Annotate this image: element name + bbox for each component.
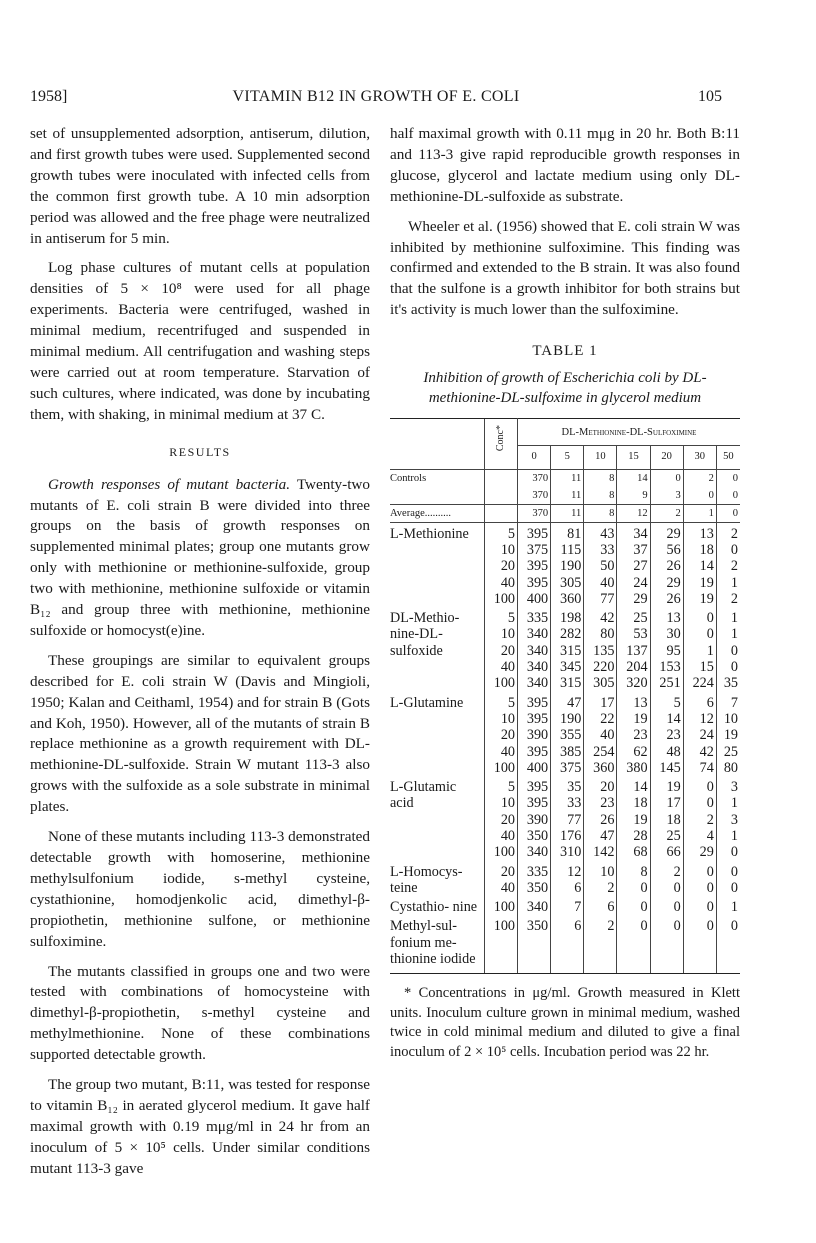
value-cell: 7 <box>730 694 738 711</box>
value-cell: 26 <box>650 558 683 574</box>
value-cell: 370 <box>518 469 551 487</box>
value-cell: 10 <box>584 861 617 880</box>
conc-cell: 20 <box>485 727 518 743</box>
value-cell: 35 <box>551 776 584 795</box>
value-cell: 395 <box>518 558 551 574</box>
value-cell: 137 <box>617 643 650 659</box>
conc-cell: 40 <box>485 744 518 760</box>
value-cell: 19 <box>617 711 650 727</box>
value-cell: 17 <box>650 795 683 811</box>
value-cell: 40 <box>584 575 617 591</box>
value-cell: 7 <box>551 896 584 915</box>
value-cell: 0 <box>730 642 738 659</box>
value-cell: 0 <box>730 879 738 896</box>
spacer-cell <box>650 967 683 974</box>
conc-cell <box>485 504 518 522</box>
value-cell: 14 <box>617 776 650 795</box>
value-cell: 95 <box>650 643 683 659</box>
value-cell: 320 <box>617 675 650 691</box>
value-cell: 198 <box>551 607 584 626</box>
value-cell: 0 <box>683 626 716 642</box>
column-header-cell: 0 <box>518 446 551 469</box>
value-cell: 47 <box>551 692 584 711</box>
value-cell: 340 <box>518 659 551 675</box>
value-cell: 350 <box>518 828 551 844</box>
value-cell: 11 <box>551 504 584 522</box>
value-cell: 19 <box>650 776 683 795</box>
value-cell: 29 <box>617 591 650 607</box>
table-row <box>390 692 740 711</box>
table-title: TABLE 1 <box>532 343 598 360</box>
value-cell: 390 <box>518 812 551 828</box>
value-cell: 23 <box>650 727 683 743</box>
conc-cell: 5 <box>485 522 518 542</box>
value-cell: 395 <box>518 744 551 760</box>
value-cell: 224 <box>683 675 716 691</box>
value-cell: 0 <box>617 896 650 915</box>
value-cell: 395 <box>518 776 551 795</box>
conc-cell: 10 <box>485 626 518 642</box>
value-cell: 0 <box>683 915 716 967</box>
column-header-cell: 50 <box>716 446 740 469</box>
row-label: L-Glutamine <box>390 694 464 711</box>
value-cell: 0 <box>730 541 738 558</box>
value-cell: 14 <box>683 558 716 574</box>
value-cell: 19 <box>683 591 716 607</box>
value-cell: 24 <box>617 575 650 591</box>
value-cell: 1 <box>730 828 738 844</box>
conc-cell: 10 <box>485 542 518 558</box>
value-cell: 390 <box>518 727 551 743</box>
value-cell: 14 <box>617 469 650 487</box>
conc-cell: 40 <box>485 659 518 675</box>
section-heading: RESULTS <box>169 444 231 459</box>
value-cell: 0 <box>683 776 716 795</box>
conc-cell <box>485 469 518 504</box>
value-cell: 13 <box>650 607 683 626</box>
value-cell: 345 <box>551 659 584 675</box>
value-cell: 6 <box>683 692 716 711</box>
value-cell: 66 <box>650 844 683 860</box>
row-label: Controls <box>390 469 485 504</box>
value-cell: 395 <box>518 711 551 727</box>
value-cell: 48 <box>650 744 683 760</box>
paragraph-text: Twenty-two mutants of E. coli strain B were divided into three groups on the basis of growth responses on supplemented minimal plates; group one mutants grow only with methionine or methionine-sulfoxide, group two with methionine, methionine sulfoxide or vitamin B₁₂ and group three with methionine, methionine sulfoxide or homocyst(e)ine. <box>30 475 370 639</box>
paragraph: These groupings are similar to equivalent groups described for E. coli strain W (Davis and Mingioli, 1950; Kalan and Ceithaml, 1954) and for strain B (Gots and Koh, 1950). However, all of the mutants of strain B replace methionine as a growth requirement with DL-methionine-DL-sulfoxide. Strain W mutant 113-3 also grows with the sulfoxide as a sole substrate in minimal plates. <box>30 651 370 816</box>
value-cell: 77 <box>584 591 617 607</box>
value-cell: 204 <box>617 659 650 675</box>
value-cell: 0 <box>650 896 683 915</box>
conc-cell: 100 <box>485 760 518 776</box>
row-label: DL-Methio- nine-DL- sulfoxide <box>390 610 460 659</box>
value-cell: 0 <box>683 487 716 505</box>
value-cell: 0 <box>716 504 740 522</box>
value-cell: 34 <box>617 522 650 542</box>
left-column <box>30 124 370 1189</box>
value-cell: 25 <box>617 607 650 626</box>
value-cell: 340 <box>518 643 551 659</box>
value-cell: 6 <box>584 896 617 915</box>
value-cell: 2 <box>683 469 716 487</box>
value-cell: 315 <box>551 643 584 659</box>
value-cell: 0 <box>617 880 650 896</box>
table-header-row <box>390 419 740 446</box>
value-cell: 6 <box>551 880 584 896</box>
value-cell: 1 <box>730 899 738 916</box>
value-cell: 1 <box>730 795 738 812</box>
value-cell: 29 <box>650 575 683 591</box>
value-cell: 2 <box>650 861 683 880</box>
value-cell: 153 <box>650 659 683 675</box>
column-header-cell: 5 <box>551 446 584 469</box>
running-header <box>30 88 722 110</box>
value-cell: 13 <box>617 692 650 711</box>
value-cell: 20 <box>584 776 617 795</box>
conc-cell: 5 <box>485 776 518 795</box>
value-cell: 1 <box>730 626 738 643</box>
value-cell: 2 <box>584 880 617 896</box>
column-header-cell: 10 <box>584 446 617 469</box>
value-cell: 380 <box>617 760 650 776</box>
paragraph: None of these mutants including 113-3 demonstrated detectable growth with homoserine, methionine methylsulfonium iodide, s-methyl cysteine, cystathionine, homodjenkolic acid, dimethyl-β-propiothetin, methionine sulfone, or methionine sulfoximine. <box>30 828 370 950</box>
spacer-cell <box>518 967 551 974</box>
value-cell: 11 <box>551 469 584 487</box>
value-cell: 340 <box>518 844 551 860</box>
table-row <box>390 861 740 880</box>
conc-cell: 40 <box>485 828 518 844</box>
row-label: Methyl-sul- fonium me- thionine iodide <box>390 918 476 968</box>
value-cell: 25 <box>723 743 738 760</box>
conc-cell: 20 <box>485 643 518 659</box>
value-cell: 80 <box>723 759 738 776</box>
value-cell: 0 <box>730 863 738 880</box>
column-header-cell: 30 <box>683 446 716 469</box>
value-cell: 370 <box>518 487 551 505</box>
conc-cell: 10 <box>485 711 518 727</box>
paragraph: Log phase cultures of mutant cells at population densities of 5 × 10⁸ were used for all phage experiments. Bacteria were centrifuged, washed in minimal medium, recentrifuged and suspended in minimal medium. All centrifugation and washing steps were carried out at room temperature. Starvation of such cultures, where indicated, was done by incubating them, with shaking, in minimal medium at 37 C. <box>30 259 370 423</box>
value-cell: 1 <box>683 643 716 659</box>
controls-row <box>390 469 740 487</box>
value-cell: 190 <box>551 558 584 574</box>
value-cell: 0 <box>683 607 716 626</box>
value-cell: 12 <box>551 861 584 880</box>
value-cell: 350 <box>518 880 551 896</box>
conc-cell: 40 <box>485 880 518 896</box>
value-cell: 355 <box>551 727 584 743</box>
value-cell: 18 <box>650 812 683 828</box>
conc-cell: 40 <box>485 575 518 591</box>
value-cell: 400 <box>518 591 551 607</box>
value-cell: 10 <box>723 710 738 727</box>
table-caption: Inhibition of growth of Escherichia coli by DL-methionine-DL-sulfoxime in glycerol medium <box>423 370 707 407</box>
value-cell: 28 <box>617 828 650 844</box>
value-cell: 0 <box>650 915 683 967</box>
value-cell: 81 <box>551 522 584 542</box>
value-cell: 74 <box>683 760 716 776</box>
spacer-cell <box>716 967 740 974</box>
table-spacer-row <box>390 967 740 974</box>
paragraph: half maximal growth with 0.11 mμg in 20 hr. Both B:11 and 113-3 give rapid reproducible growth responses in glucose, glycerol and lactate medium using only DL-methionine-DL-sulfoxide as substrate. <box>390 125 740 205</box>
value-cell: 53 <box>617 626 650 642</box>
value-cell: 145 <box>650 760 683 776</box>
value-cell: 310 <box>551 844 584 860</box>
value-cell: 29 <box>683 844 716 860</box>
value-cell: 33 <box>551 795 584 811</box>
value-cell: 23 <box>584 795 617 811</box>
value-cell: 0 <box>683 896 716 915</box>
value-cell: 395 <box>518 692 551 711</box>
value-cell: 18 <box>617 795 650 811</box>
value-cell: 37 <box>617 542 650 558</box>
paragraph: The mutants classified in groups one and two were tested with combinations of homocysteine with dimethyl-β-propiothetin, s-methyl cysteine and methylmethionine. None of these combinations supported detectable growth. <box>30 962 370 1064</box>
value-cell: 4 <box>683 828 716 844</box>
value-cell: 26 <box>584 812 617 828</box>
conc-cell: 100 <box>485 844 518 860</box>
value-cell: 282 <box>551 626 584 642</box>
value-cell: 0 <box>730 918 738 935</box>
value-cell: 0 <box>716 469 740 487</box>
value-cell: 19 <box>723 727 738 744</box>
conc-cell: 20 <box>485 861 518 880</box>
table-row <box>390 776 740 795</box>
value-cell: 80 <box>584 626 617 642</box>
value-cell: 176 <box>551 828 584 844</box>
value-cell: 375 <box>551 760 584 776</box>
value-cell: 0 <box>683 861 716 880</box>
value-cell: 8 <box>617 861 650 880</box>
paragraph: Wheeler et al. (1956) showed that E. coli strain W was inhibited by methionine sulfoximine. This finding was confirmed and extended to the B strain. It was also found that the sulfone is a growth inhibitor for both strains but it's activity is much lower than the sulfoximine. <box>390 217 740 319</box>
value-cell: 42 <box>584 607 617 626</box>
conc-cell: 20 <box>485 558 518 574</box>
row-label: L-Methionine <box>390 522 485 607</box>
value-cell: 375 <box>518 542 551 558</box>
value-cell: 0 <box>732 489 738 501</box>
value-cell: 115 <box>551 542 584 558</box>
column-header-cell: 15 <box>617 446 650 469</box>
value-cell: 17 <box>584 692 617 711</box>
value-cell: 2 <box>683 812 716 828</box>
value-cell: 43 <box>584 522 617 542</box>
value-cell: 395 <box>518 522 551 542</box>
row-label: Cystathio- nine <box>390 899 478 916</box>
value-cell: 33 <box>584 542 617 558</box>
value-cell: 385 <box>551 744 584 760</box>
conc-cell: 100 <box>485 915 518 967</box>
value-cell: 42 <box>683 744 716 760</box>
value-cell: 340 <box>518 675 551 691</box>
value-cell: 77 <box>551 812 584 828</box>
value-cell: 8 <box>584 504 617 522</box>
value-cell: 190 <box>551 711 584 727</box>
value-cell: 2 <box>730 558 738 575</box>
table-row <box>390 522 740 542</box>
conc-header-text: Conc* <box>494 425 506 452</box>
value-cell: 19 <box>683 575 716 591</box>
value-cell: 26 <box>650 591 683 607</box>
value-cell: 2 <box>730 590 738 607</box>
value-cell: 68 <box>617 844 650 860</box>
value-cell: 254 <box>584 744 617 760</box>
value-cell: 6 <box>551 915 584 967</box>
average-row <box>390 504 740 522</box>
value-cell: 0 <box>730 844 738 861</box>
value-cell: 395 <box>518 575 551 591</box>
value-cell: 56 <box>650 542 683 558</box>
value-cell: 47 <box>584 828 617 844</box>
value-cell: 305 <box>584 675 617 691</box>
value-cell: 18 <box>683 542 716 558</box>
spacer-cell <box>584 967 617 974</box>
value-cell: 335 <box>518 607 551 626</box>
value-cell: 24 <box>683 727 716 743</box>
value-cell: 29 <box>650 522 683 542</box>
value-cell: 3 <box>650 487 683 505</box>
value-cell: 19 <box>617 812 650 828</box>
page-number: 105 <box>698 88 722 105</box>
paragraph: The group two mutant, B:11, was tested for response to vitamin B₁₂ in aerated glycerol medium. It gave half maximal growth with 0.19 mμg/ml in 24 hr from an inoculum of 5 × 10⁵ cells. Under similar conditions mutant 113-3 gave <box>30 1076 370 1177</box>
paragraph <box>30 475 370 642</box>
value-cell: 3 <box>730 779 738 796</box>
spacer-cell <box>390 967 485 974</box>
value-cell: 0 <box>650 469 683 487</box>
value-cell: 8 <box>584 487 617 505</box>
conc-header <box>485 419 518 470</box>
value-cell: 35 <box>723 675 738 692</box>
value-cell: 40 <box>584 727 617 743</box>
table-row <box>390 896 740 915</box>
header-blank <box>390 419 485 470</box>
conc-cell: 100 <box>485 675 518 691</box>
table-row <box>390 607 740 626</box>
value-cell: 395 <box>518 795 551 811</box>
value-cell: 135 <box>584 643 617 659</box>
paragraph: set of unsupplemented adsorption, antiserum, dilution, and first growth tubes were used. Supplemented second growth tubes were inoculated with infected cells from the common first growth tube. A 10 min adsorption period was allowed and the free phage were neutralized in antiserum for 5 min. <box>30 125 370 247</box>
value-cell: 0 <box>683 880 716 896</box>
paragraph-run-in-heading: Growth responses of mutant bacteria. <box>48 475 290 493</box>
value-cell: 1 <box>730 610 738 627</box>
value-cell: 350 <box>518 915 551 967</box>
value-cell: 30 <box>650 626 683 642</box>
value-cell: 0 <box>730 659 738 676</box>
value-cell: 0 <box>617 915 650 967</box>
column-header-cell: 20 <box>650 446 683 469</box>
conc-cell: 10 <box>485 795 518 811</box>
value-cell: 22 <box>584 711 617 727</box>
value-cell: 220 <box>584 659 617 675</box>
value-cell: 2 <box>650 504 683 522</box>
value-cell: 8 <box>584 469 617 487</box>
value-cell: 25 <box>650 828 683 844</box>
data-table <box>390 418 740 974</box>
spacer-cell <box>485 967 518 974</box>
row-label: L-Homocys- teine <box>390 863 463 896</box>
value-cell: 5 <box>650 692 683 711</box>
value-cell: 142 <box>584 844 617 860</box>
conc-cell: 100 <box>485 591 518 607</box>
header-title: VITAMIN B12 IN GROWTH OF E. COLI <box>232 88 520 105</box>
conc-cell: 5 <box>485 607 518 626</box>
value-cell: 15 <box>683 659 716 675</box>
value-cell: 50 <box>584 558 617 574</box>
header-year: 1958] <box>30 88 68 105</box>
value-cell: 3 <box>730 811 738 828</box>
row-label: Average.......... <box>390 504 485 522</box>
value-cell: 360 <box>551 591 584 607</box>
spacer-cell <box>617 967 650 974</box>
value-cell: 27 <box>617 558 650 574</box>
right-column <box>390 124 740 1062</box>
value-cell: 340 <box>518 896 551 915</box>
table-row <box>390 915 740 967</box>
value-cell: 370 <box>518 504 551 522</box>
conc-cell: 5 <box>485 692 518 711</box>
value-cell: 2 <box>716 522 740 542</box>
value-cell: 305 <box>551 575 584 591</box>
value-cell: 9 <box>617 487 650 505</box>
value-cell: 12 <box>683 711 716 727</box>
spacer-cell <box>551 967 584 974</box>
table-footnote: * Concentrations in μg/ml. Growth measured in Klett units. Inoculum culture grown in minimal medium, washed twice in cold minimal medium and diluted to give a final inoculum of 2 × 10⁵ cells. Incubation period was 22 hr. <box>390 985 740 1060</box>
value-cell: 0 <box>650 880 683 896</box>
value-cell: 360 <box>584 760 617 776</box>
value-cell: 13 <box>683 522 716 542</box>
value-cell: 11 <box>551 487 584 505</box>
value-cell: 335 <box>518 861 551 880</box>
value-cell: 1 <box>683 504 716 522</box>
span-header: DL-Methionine-DL-Sulfoximine <box>518 419 741 446</box>
value-cell: 12 <box>617 504 650 522</box>
value-cell: 14 <box>650 711 683 727</box>
row-label: L-Glutamic acid <box>390 779 457 812</box>
spacer-cell <box>683 967 716 974</box>
value-cell: 62 <box>617 744 650 760</box>
conc-cell: 100 <box>485 896 518 915</box>
value-cell: 23 <box>617 727 650 743</box>
value-cell: 251 <box>650 675 683 691</box>
value-cell: 400 <box>518 760 551 776</box>
value-cell: 315 <box>551 675 584 691</box>
value-cell: 2 <box>584 915 617 967</box>
value-cell: 1 <box>730 574 738 591</box>
value-cell: 340 <box>518 626 551 642</box>
value-cell: 0 <box>683 795 716 811</box>
conc-cell: 20 <box>485 812 518 828</box>
